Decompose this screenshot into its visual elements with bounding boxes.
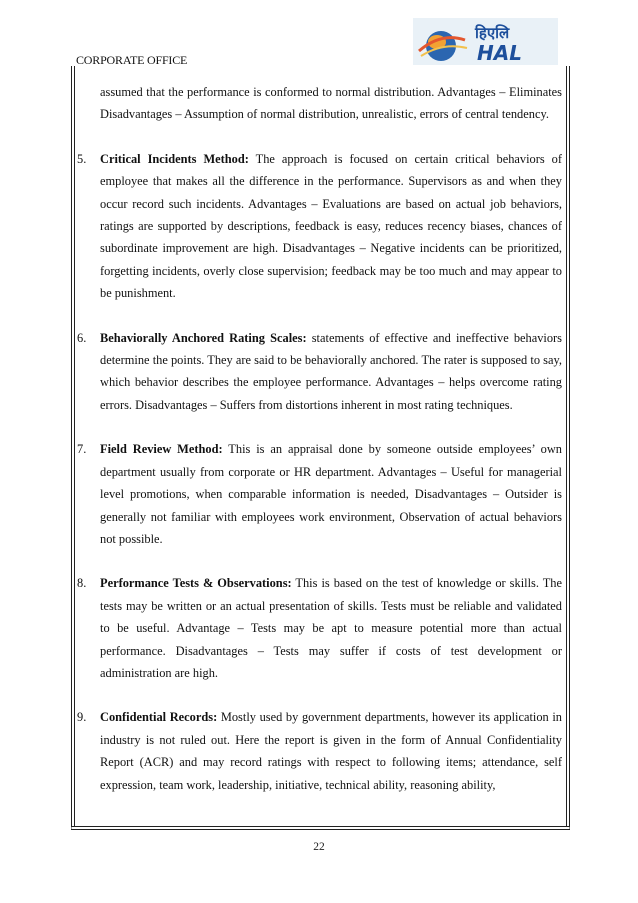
page-number: 22	[313, 841, 325, 853]
document-body	[77, 81, 563, 796]
section-term: Critical Incidents Method:	[100, 151, 249, 166]
section-text: statements of effective and ineffective behaviors determine the points. They are said to be behaviorally anchored. The rater is supposed to say, which behavior describes the employee performance. Advantages – helps overcome rating errors. Disadvantages – Suffers from distortions inherent in most rating techniques.	[100, 330, 563, 412]
section-number: 7.	[77, 442, 87, 457]
section-paragraph	[100, 148, 562, 305]
section-term: Field Review Method:	[100, 442, 223, 457]
section-number: 8.	[77, 576, 87, 591]
hal-logo-graphic	[413, 18, 558, 65]
hal-logo	[413, 18, 558, 65]
section-number: 9.	[77, 710, 87, 725]
section-text: This is based on the test of knowledge or skills. The tests may be written or an actual presentation of skills. Tests must be reliable and validated to be useful. Advantage – Tests may be apt to measure potential more than actual performance. Disadvantages – Tests may suffer if costs of test development or administration are high.	[100, 576, 562, 680]
logo-hal-text: HAL	[477, 41, 522, 65]
section-term: Performance Tests & Observations:	[100, 576, 292, 591]
section-term: Behaviorally Anchored Rating Scales:	[100, 330, 307, 345]
section-text: The approach is focused on certain critical behaviors of employee that makes all the difference in the performance. Supervisors as and when they occur record such incidents. Advantages – Evaluations are based on actual job behaviors, ratings are supported by descriptions, feedback is easy, reduces recency biases, chances of subordinate improvement are high. Disadvantages – Negative incidents can be prioritized, forgetting incidents, overly close supervision; feedback may be too much and may appear to be punishment.	[100, 151, 562, 301]
section-bars	[77, 327, 563, 417]
section-term: Confidential Records:	[100, 710, 218, 725]
header-office-label: CORPORATE OFFICE	[76, 53, 188, 67]
section-paragraph	[100, 572, 562, 684]
logo-hindi-text: हिएलि	[475, 24, 510, 42]
section-paragraph	[100, 706, 562, 796]
section-field-review	[77, 438, 563, 550]
section-number: 6.	[77, 330, 87, 345]
section-paragraph	[100, 327, 562, 417]
section-text: Mostly used by government departments, however its application in industry is not ruled out. Here the report is given in the form of Annual Confidentiality Report (ACR) and may record ratings with respect to following items; attendance, self expression, team work, leadership, initiative, technical ability, reasoning ability,	[100, 710, 563, 792]
section-critical-incidents	[77, 148, 562, 305]
section-number: 5.	[77, 151, 87, 166]
content-frame	[71, 66, 570, 830]
section-text: This is an appraisal done by someone outside employees’ own department usually from corporate or HR department. Advantages – Useful for managerial level promotions, when comparable information is needed, Disadvantages – Outsider is generally not familiar with employees work environment, Observation of actual behaviors not possible.	[100, 442, 563, 546]
intro-paragraph: assumed that the performance is conformed to normal distribution. Advantages – Eliminates Disadvantages – Assumption of normal distribution, unrealistic, errors of central tendency.	[100, 85, 562, 122]
section-paragraph	[100, 438, 562, 550]
section-performance-tests	[77, 572, 562, 684]
section-confidential-records	[77, 706, 563, 796]
